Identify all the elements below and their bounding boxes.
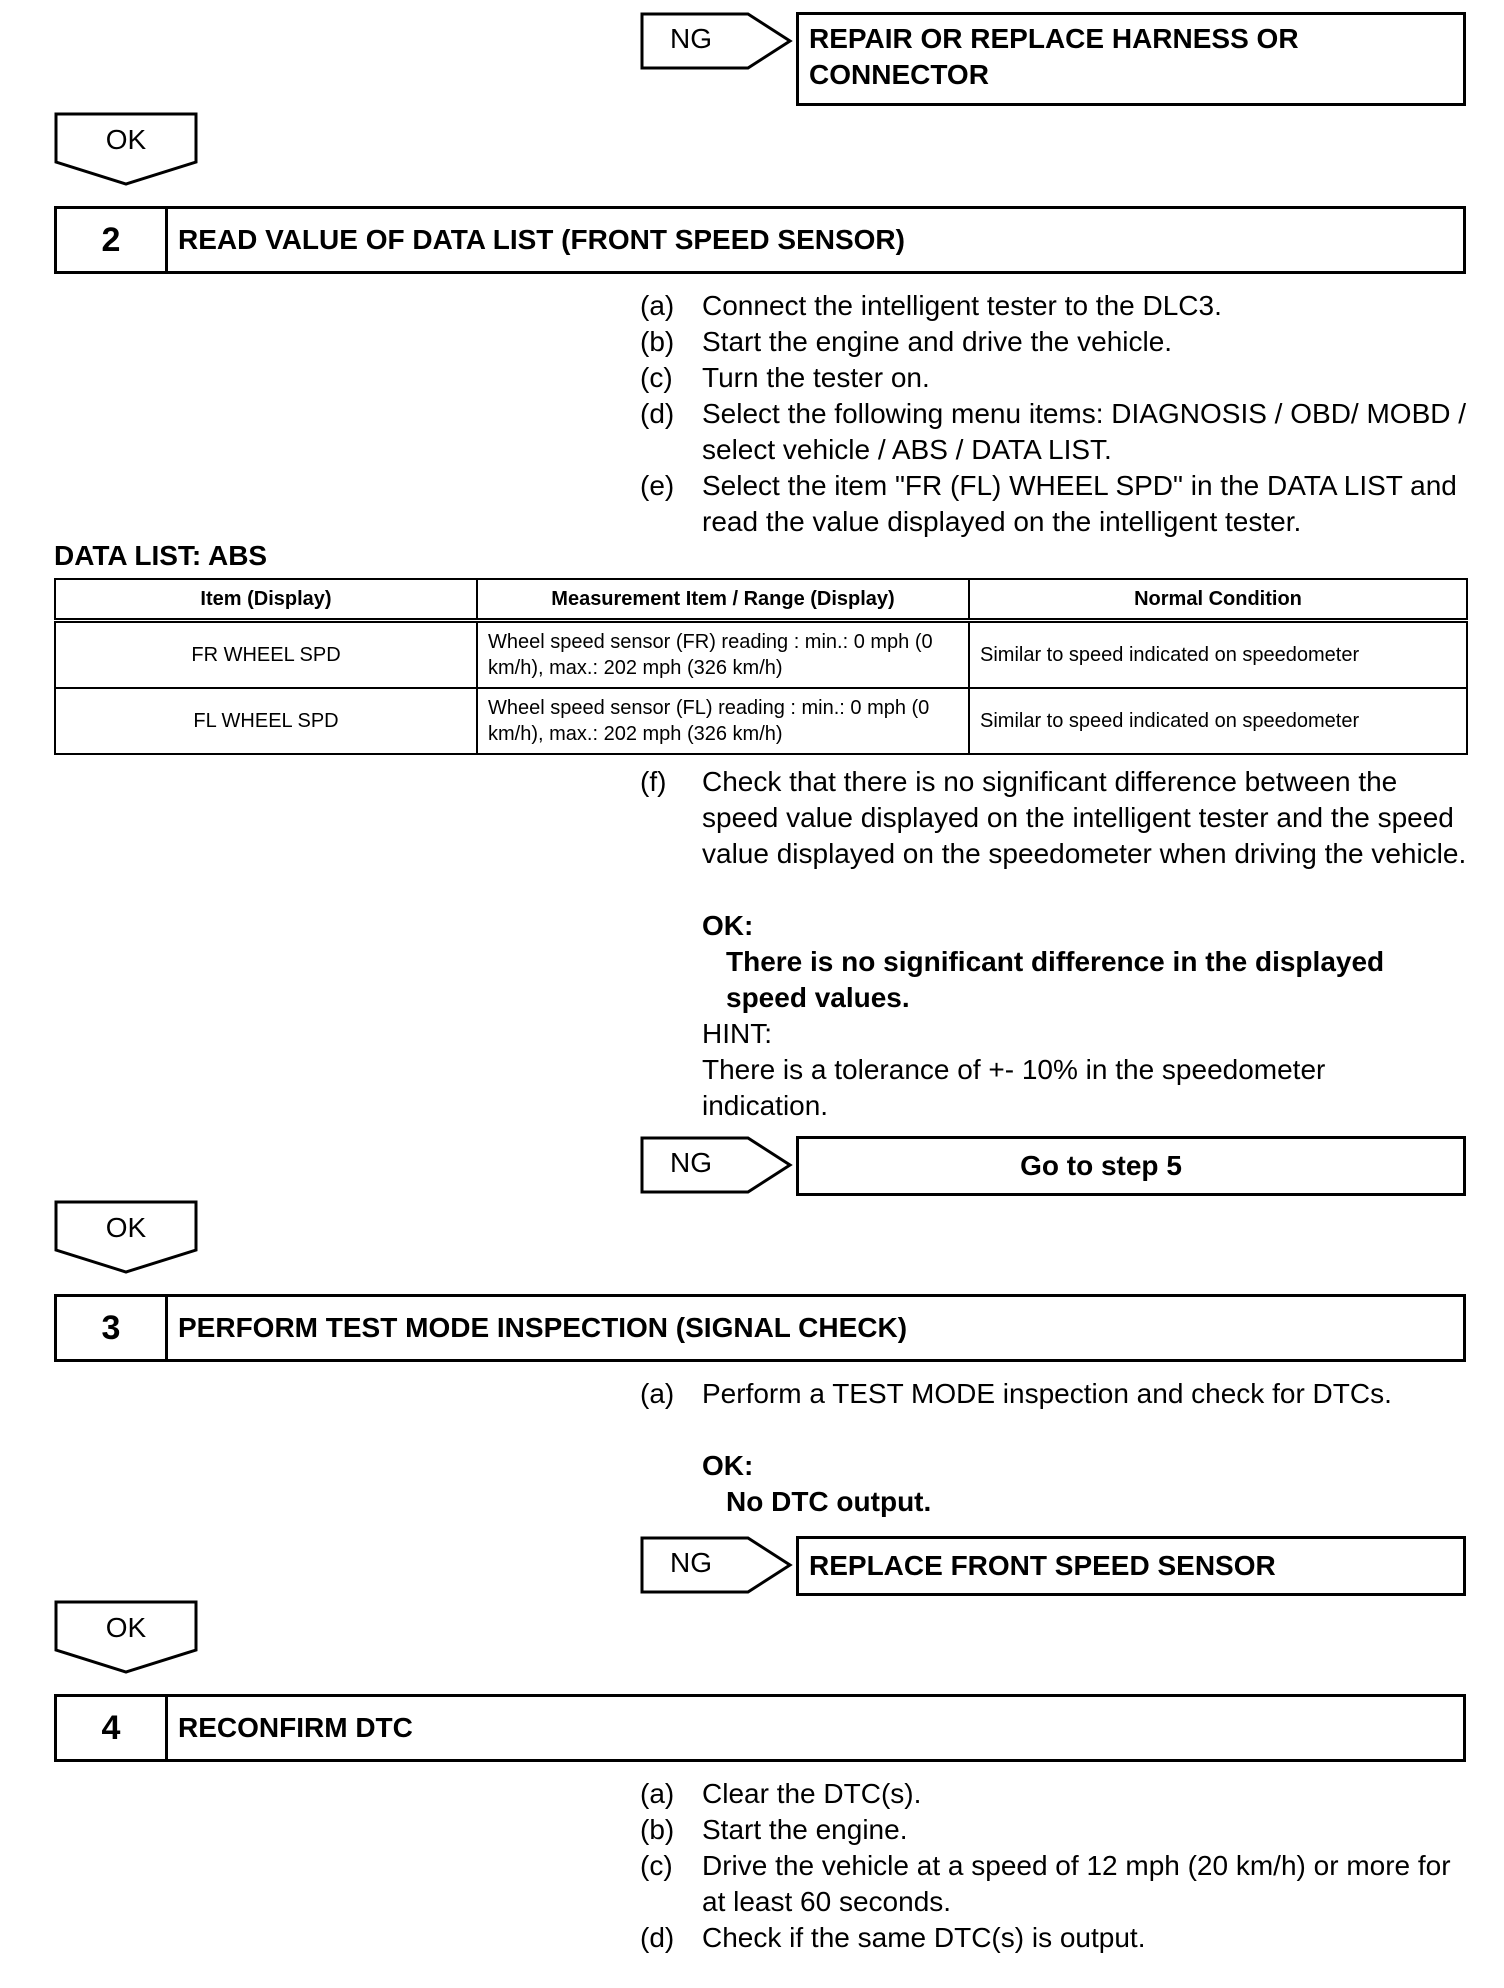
ng-result-text: Go to step 5	[1020, 1150, 1182, 1181]
step-3-header	[54, 1294, 1466, 1362]
ng-result-box	[796, 1536, 1466, 1596]
item-text: Start the engine and drive the vehicle.	[702, 326, 1173, 357]
ok-tag	[54, 112, 200, 188]
hint-heading: HINT:	[702, 1018, 772, 1049]
ok-criteria-heading: OK:	[702, 1450, 754, 1481]
ng-result-box	[796, 1136, 1466, 1196]
item-marker: (c)	[640, 1850, 673, 1881]
column-header: Measurement Item / Range (Display)	[477, 579, 969, 621]
item-marker: (d)	[640, 398, 675, 429]
column-header: Item (Display)	[55, 579, 477, 621]
item-text: Select the item "FR (FL) WHEEL SPD" in the DATA LIST and read the value displayed on the intelligent tester.	[702, 470, 1457, 537]
item-marker: (d)	[640, 1922, 675, 1953]
item-text: Drive the vehicle at a speed of 12 mph (20 km/h) or more for at least 60 seconds.	[702, 1850, 1451, 1917]
step-2-header	[54, 206, 1466, 274]
data-list-table	[54, 578, 1468, 755]
table-cell: FR WHEEL SPD	[55, 621, 477, 689]
step-number: 3	[57, 1297, 168, 1359]
ng-tag	[640, 1136, 800, 1194]
item-text: Select the following menu items: DIAGNOSIS / OBD/ MOBD / select vehicle / ABS / DATA LIST.	[702, 398, 1467, 465]
step-4-header	[54, 1694, 1466, 1762]
item-text: Connect the intelligent tester to the DLC3.	[702, 290, 1222, 321]
ng-label: NG	[670, 1147, 712, 1178]
step-title: RECONFIRM DTC	[178, 1712, 413, 1743]
table-header-row	[55, 579, 1467, 621]
item-text: Start the engine.	[702, 1814, 908, 1845]
ok-tag	[54, 1600, 200, 1676]
table-row	[55, 621, 1467, 689]
ok-label: OK	[105, 124, 147, 155]
ok-criteria-text: No DTC output.	[726, 1486, 932, 1517]
item-marker: (a)	[640, 290, 675, 321]
ng-result-box	[796, 12, 1466, 106]
ng-tag	[640, 1536, 800, 1594]
item-marker: (a)	[640, 1378, 675, 1409]
ng-label: NG	[670, 1547, 712, 1578]
item-text: Perform a TEST MODE inspection and check for DTCs.	[702, 1378, 1392, 1409]
ng-result-text: REPAIR OR REPLACE HARNESS OR CONNECTOR	[809, 23, 1299, 90]
ok-criteria-text: There is no significant difference in the displayed speed values.	[726, 946, 1385, 1013]
item-text: Check that there is no significant difference between the speed value displayed on the intelligent tester and the speed value displayed on the speedometer when driving the vehicle.	[702, 766, 1467, 869]
table-cell: Wheel speed sensor (FL) reading : min.: 0 mph (0 km/h), max.: 202 mph (326 km/h)	[477, 688, 969, 754]
column-header: Normal Condition	[969, 579, 1467, 621]
item-marker: (a)	[640, 1778, 675, 1809]
ok-label: OK	[105, 1212, 147, 1243]
ok-criteria-heading: OK:	[702, 910, 754, 941]
ng-label: NG	[670, 23, 712, 54]
item-marker: (e)	[640, 470, 675, 501]
item-text: Turn the tester on.	[702, 362, 930, 393]
item-marker: (b)	[640, 326, 675, 357]
hint-text: There is a tolerance of +- 10% in the speedometer indication.	[702, 1054, 1326, 1121]
table-cell: FL WHEEL SPD	[55, 688, 477, 754]
item-text: Clear the DTC(s).	[702, 1778, 922, 1809]
step-number: 2	[57, 209, 168, 271]
table-row	[55, 688, 1467, 754]
item-marker: (c)	[640, 362, 673, 393]
step-title: PERFORM TEST MODE INSPECTION (SIGNAL CHECK)	[178, 1312, 908, 1343]
item-marker: (f)	[640, 766, 667, 797]
ok-tag	[54, 1200, 200, 1276]
item-text: Check if the same DTC(s) is output.	[702, 1922, 1146, 1953]
item-marker: (b)	[640, 1814, 675, 1845]
data-list-title: DATA LIST: ABS	[54, 540, 268, 571]
table-cell: Similar to speed indicated on speedometer	[969, 688, 1467, 754]
ng-result-text: REPLACE FRONT SPEED SENSOR	[809, 1550, 1276, 1581]
ng-tag	[640, 12, 800, 70]
ok-label: OK	[105, 1612, 147, 1643]
table-cell: Similar to speed indicated on speedometer	[969, 621, 1467, 689]
step-title: READ VALUE OF DATA LIST (FRONT SPEED SENSOR)	[178, 224, 905, 255]
step-number: 4	[57, 1697, 168, 1759]
table-cell: Wheel speed sensor (FR) reading : min.: 0 mph (0 km/h), max.: 202 mph (326 km/h)	[477, 621, 969, 689]
